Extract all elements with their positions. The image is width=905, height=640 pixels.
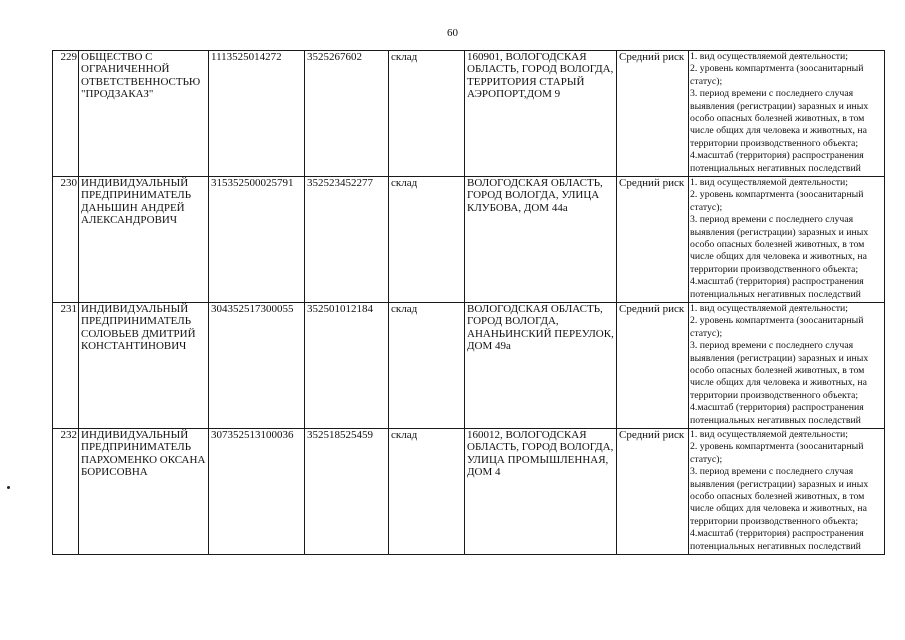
object-type-cell: склад <box>389 177 465 303</box>
address-cell: 160012, ВОЛОГОДСКАЯ ОБЛАСТЬ, ГОРОД ВОЛОГДА, УЛИЦА ПРОМЫШЛЕННАЯ, ДОМ 4 <box>465 429 617 555</box>
table-row <box>53 429 885 555</box>
criteria-line: 4.масштаб (территория) распространения <box>690 402 864 414</box>
criteria-line: особо опасных болезней животных, в том <box>690 113 865 125</box>
inn-cell: 352501012184 <box>305 303 389 429</box>
risk-criteria-cell <box>689 429 885 555</box>
ogrn-cell: 307352513100036 <box>209 429 305 555</box>
criteria-line: 2. уровень компартмента (зоосанитарный <box>690 441 864 453</box>
criteria-line: территории производственного объекта; <box>690 263 859 275</box>
address-cell: ВОЛОГОДСКАЯ ОБЛАСТЬ, ГОРОД ВОЛОГДА, АНАНЬИНСКИЙ ПЕРЕУЛОК, ДОМ 49а <box>465 303 617 429</box>
risk-category-cell: Средний риск <box>617 429 689 555</box>
row-number-cell: 230 <box>53 177 79 303</box>
risk-category-cell: Средний риск <box>617 51 689 177</box>
criteria-line: числе общих для человека и животных, на <box>690 503 867 515</box>
criteria-line: потенциальных негативных последствий <box>690 162 861 174</box>
criteria-line: статус); <box>690 327 723 339</box>
row-number-cell: 231 <box>53 303 79 429</box>
criteria-line: 3. период времени с последнего случая <box>690 214 854 226</box>
criteria-line: выявления (регистрации) заразных и иных <box>690 352 869 364</box>
object-type-cell: склад <box>389 51 465 177</box>
criteria-line: 1. вид осуществляемой деятельности; <box>690 303 848 314</box>
ogrn-cell: 304352517300055 <box>209 303 305 429</box>
page-number: 60 <box>447 27 458 39</box>
criteria-line: числе общих для человека и животных, на <box>690 377 867 389</box>
criteria-line: территории производственного объекта; <box>690 137 859 149</box>
criteria-line: 3. период времени с последнего случая <box>690 88 854 100</box>
table-row <box>53 51 885 177</box>
organization-name-cell: ОБЩЕСТВО С ОГРАНИЧЕННОЙ ОТВЕТСТВЕННОСТЬЮ "ПРОДЗАКАЗ" <box>79 51 209 177</box>
registry-table-container <box>52 50 884 555</box>
criteria-line: особо опасных болезней животных, в том <box>690 239 865 251</box>
criteria-line: территории производственного объекта; <box>690 515 859 527</box>
criteria-line: выявления (регистрации) заразных и иных <box>690 478 869 490</box>
criteria-line: числе общих для человека и животных, на <box>690 251 867 263</box>
criteria-line: 2. уровень компартмента (зоосанитарный <box>690 63 864 75</box>
inn-cell: 352518525459 <box>305 429 389 555</box>
criteria-line: 4.масштаб (территория) распространения <box>690 528 864 540</box>
risk-criteria-cell <box>689 303 885 429</box>
criteria-line: территории производственного объекта; <box>690 389 859 401</box>
criteria-line: 4.масштаб (территория) распространения <box>690 150 864 162</box>
criteria-line: статус); <box>690 75 723 87</box>
object-type-cell: склад <box>389 303 465 429</box>
ogrn-cell: 1113525014272 <box>209 51 305 177</box>
criteria-line: 3. период времени с последнего случая <box>690 466 854 478</box>
table-row <box>53 177 885 303</box>
risk-criteria-cell <box>689 177 885 303</box>
organization-name-cell: ИНДИВИДУАЛЬНЫЙ ПРЕДПРИНИМАТЕЛЬ ПАРХОМЕНКО ОКСАНА БОРИСОВНА <box>79 429 209 555</box>
inn-cell: 352523452277 <box>305 177 389 303</box>
criteria-line: выявления (регистрации) заразных и иных <box>690 226 869 238</box>
address-cell: 160901, ВОЛОГОДСКАЯ ОБЛАСТЬ, ГОРОД ВОЛОГДА, ТЕРРИТОРИЯ СТАРЫЙ АЭРОПОРТ,ДОМ 9 <box>465 51 617 177</box>
table-row <box>53 303 885 429</box>
criteria-line: 3. период времени с последнего случая <box>690 340 854 352</box>
address-cell: ВОЛОГОДСКАЯ ОБЛАСТЬ, ГОРОД ВОЛОГДА, УЛИЦА КЛУБОВА, ДОМ 44а <box>465 177 617 303</box>
risk-category-cell: Средний риск <box>617 303 689 429</box>
criteria-line: статус); <box>690 201 723 213</box>
criteria-line: 2. уровень компартмента (зоосанитарный <box>690 189 864 201</box>
organization-name-cell: ИНДИВИДУАЛЬНЫЙ ПРЕДПРИНИМАТЕЛЬ ДАНЬШИН АНДРЕЙ АЛЕКСАНДРОВИЧ <box>79 177 209 303</box>
criteria-line: 4.масштаб (территория) распространения <box>690 276 864 288</box>
criteria-line: числе общих для человека и животных, на <box>690 125 867 137</box>
row-number-cell: 229 <box>53 51 79 177</box>
risk-criteria-cell <box>689 51 885 177</box>
criteria-line: потенциальных негативных последствий <box>690 288 861 300</box>
criteria-line: 2. уровень компартмента (зоосанитарный <box>690 315 864 327</box>
organization-name-cell: ИНДИВИДУАЛЬНЫЙ ПРЕДПРИНИМАТЕЛЬ СОЛОВЬЕВ ДМИТРИЙ КОНСТАНТИНОВИЧ <box>79 303 209 429</box>
registry-table-body <box>53 51 885 555</box>
margin-dot <box>7 486 10 489</box>
criteria-line: выявления (регистрации) заразных и иных <box>690 100 869 112</box>
registry-table <box>52 50 885 555</box>
criteria-line: особо опасных болезней животных, в том <box>690 365 865 377</box>
ogrn-cell: 315352500025791 <box>209 177 305 303</box>
criteria-line: потенциальных негативных последствий <box>690 540 861 552</box>
criteria-line: потенциальных негативных последствий <box>690 414 861 426</box>
criteria-line: 1. вид осуществляемой деятельности; <box>690 51 848 62</box>
inn-cell: 3525267602 <box>305 51 389 177</box>
criteria-line: особо опасных болезней животных, в том <box>690 491 865 503</box>
risk-category-cell: Средний риск <box>617 177 689 303</box>
criteria-line: статус); <box>690 453 723 465</box>
criteria-line: 1. вид осуществляемой деятельности; <box>690 177 848 188</box>
row-number-cell: 232 <box>53 429 79 555</box>
object-type-cell: склад <box>389 429 465 555</box>
criteria-line: 1. вид осуществляемой деятельности; <box>690 429 848 440</box>
